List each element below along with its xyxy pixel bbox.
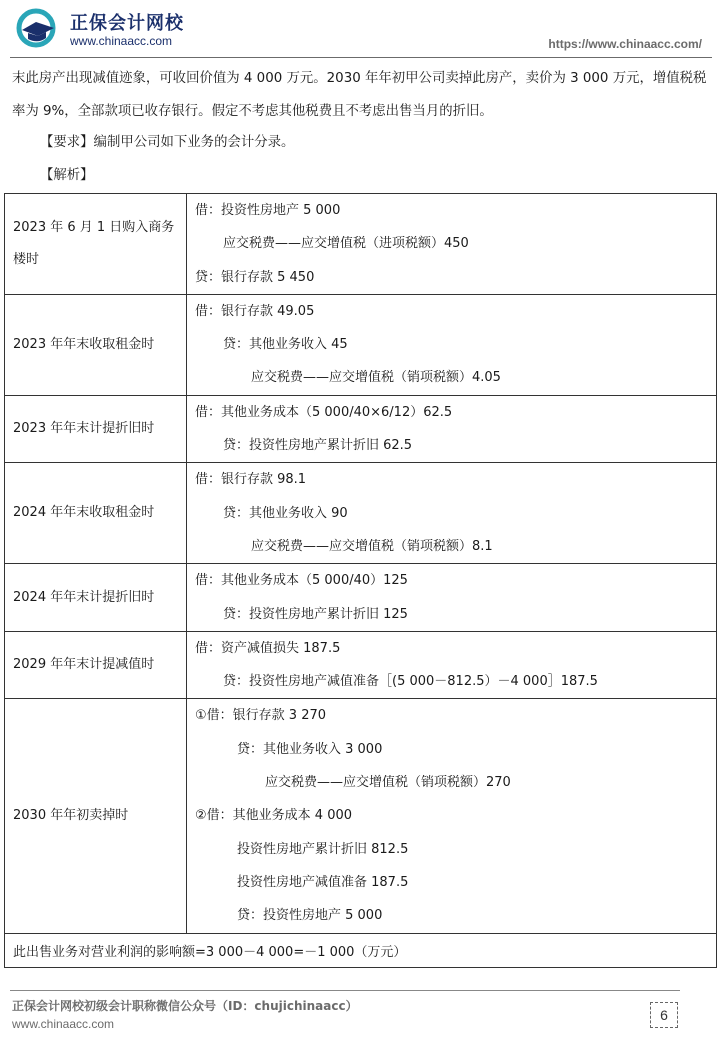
entry-line: 贷：投资性房地产 5 000	[237, 908, 383, 924]
journal-entry-table	[4, 193, 717, 968]
entry-line: 借：银行存款 49.05	[195, 303, 315, 319]
entry-line: 借：其他业务成本（5 000/40×6/12）62.5	[195, 404, 453, 420]
table-row	[5, 395, 717, 463]
entry-line: 贷：投资性房地产累计折旧 125	[223, 606, 408, 622]
entry-line: 借：资产减值损失 187.5	[195, 640, 341, 656]
entry-lines-cell	[187, 564, 717, 632]
entry-lines-cell	[187, 463, 717, 564]
entry-time-cell: 2023 年年末收取租金时	[5, 294, 187, 395]
entry-line: ①借：银行存款 3 270	[195, 708, 327, 724]
footer-wechat-note: 正保会计网校初级会计职称微信公众号（ID：chujichinaacc）	[12, 999, 358, 1013]
brand-name: 正保会计网校	[70, 13, 184, 34]
requirement-heading: 【要求】编制甲公司如下业务的会计分录。	[40, 135, 295, 150]
summary-cell: 此出售业务对营业利润的影响额=3 000－4 000=－1 000（万元）	[5, 933, 717, 967]
footer-url[interactable]: www.chinaacc.com	[12, 1017, 115, 1031]
entry-line: 借：其他业务成本（5 000/40）125	[195, 573, 408, 589]
entry-lines-cell	[187, 631, 717, 699]
table-row	[5, 294, 717, 395]
intro-paragraph: 末此房产出现减值迹象，可收回价值为 4 000 万元。2030 年年初甲公司卖掉此房产，卖价为 3 000 万元，增值税税率为 9%，全部款项已收存银行。假定不考虑其他税费且不考虑出售当月的折旧。	[12, 71, 707, 119]
entry-line: 应交税费——应交增值税（销项税额）270	[265, 775, 511, 791]
entry-line: 贷：投资性房地产减值准备［(5 000－812.5）－4 000］187.5	[223, 674, 598, 690]
entry-line: 贷：其他业务收入 3 000	[237, 741, 383, 757]
entry-line: 借：投资性房地产 5 000	[195, 203, 341, 218]
site-link[interactable]: https://www.chinaacc.com/	[548, 37, 702, 51]
page-header	[0, 0, 722, 58]
entry-time-cell: 2024 年年末计提折旧时	[5, 564, 187, 632]
entry-line: ②借：其他业务成本 4 000	[195, 808, 353, 824]
graduation-cap-icon	[14, 8, 62, 48]
entry-line: 投资性房地产累计折旧 812.5	[237, 841, 409, 857]
analysis-heading: 【解析】	[40, 168, 94, 183]
entry-line: 投资性房地产减值准备 187.5	[237, 874, 409, 890]
entry-line: 应交税费——应交增值税（销项税额）8.1	[251, 538, 493, 554]
entry-line: 贷：其他业务收入 90	[223, 505, 348, 521]
brand-url[interactable]: www.chinaacc.com	[70, 34, 173, 48]
entry-lines-cell	[187, 294, 717, 395]
page-number: 6	[650, 1002, 678, 1028]
entry-lines-cell	[187, 194, 717, 295]
header-divider	[10, 57, 712, 58]
entry-time-cell: 2024 年年末收取租金时	[5, 463, 187, 564]
entry-line: 借：银行存款 98.1	[195, 472, 307, 488]
footer-divider	[10, 990, 680, 991]
entry-line: 贷：其他业务收入 45	[223, 337, 348, 353]
entry-lines-cell	[187, 395, 717, 463]
entry-line: 应交税费——应交增值税（销项税额）4.05	[251, 370, 501, 386]
entry-line: 贷：投资性房地产累计折旧 62.5	[223, 438, 413, 454]
entry-time-cell: 2023 年 6 月 1 日购入商务楼时	[5, 194, 187, 295]
table-row	[5, 194, 717, 295]
entry-line: 应交税费——应交增值税（进项税额）450	[223, 236, 469, 252]
entry-time-cell: 2023 年年末计提折旧时	[5, 395, 187, 463]
entry-time-cell: 2030 年年初卖掉时	[5, 699, 187, 933]
table-row	[5, 463, 717, 564]
table-row	[5, 564, 717, 632]
table-row	[5, 631, 717, 699]
entry-time-cell: 2029 年年末计提减值时	[5, 631, 187, 699]
entry-lines-cell	[187, 699, 717, 933]
table-row	[5, 699, 717, 933]
summary-row	[5, 933, 717, 967]
entry-line: 贷：银行存款 5 450	[195, 269, 315, 285]
